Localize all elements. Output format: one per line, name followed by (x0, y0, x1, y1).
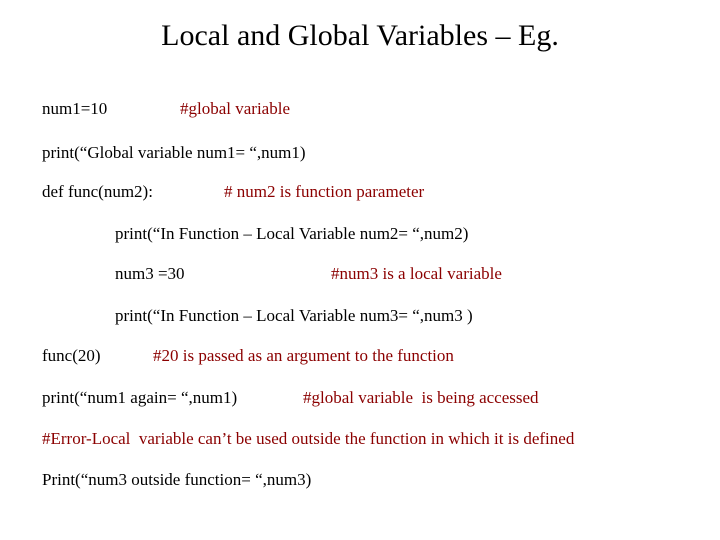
code-line-print-num2: print(“In Function – Local Variable num2= “,num2) (115, 224, 469, 243)
comment-function-parameter: # num2 is function parameter (224, 182, 425, 201)
slide-title: Local and Global Variables – Eg. (161, 19, 559, 52)
code-line-print-num3: print(“In Function – Local Variable num3= “,num3 ) (115, 306, 473, 325)
comment-argument-passed: #20 is passed as an argument to the function (153, 346, 454, 365)
code-line-print-num3-outside: Print(“num3 outside function= “,num3) (42, 470, 312, 489)
comment-error-local: #Error-Local variable can’t be used outside the function in which it is defined (42, 429, 575, 448)
code-line-num3-assign: num3 =30 (115, 264, 185, 283)
comment-global-variable: #global variable (180, 99, 290, 118)
comment-local-variable: #num3 is a local variable (331, 264, 502, 283)
code-line-def-func: def func(num2): (42, 182, 153, 201)
code-line-print-num1-again: print(“num1 again= “,num1) (42, 388, 238, 407)
code-line-print-global: print(“Global variable num1= “,num1) (42, 143, 306, 162)
code-line-num1-assign: num1=10 (42, 99, 108, 118)
comment-global-accessed: #global variable is being accessed (303, 388, 539, 407)
code-line-func-call: func(20) (42, 346, 101, 365)
